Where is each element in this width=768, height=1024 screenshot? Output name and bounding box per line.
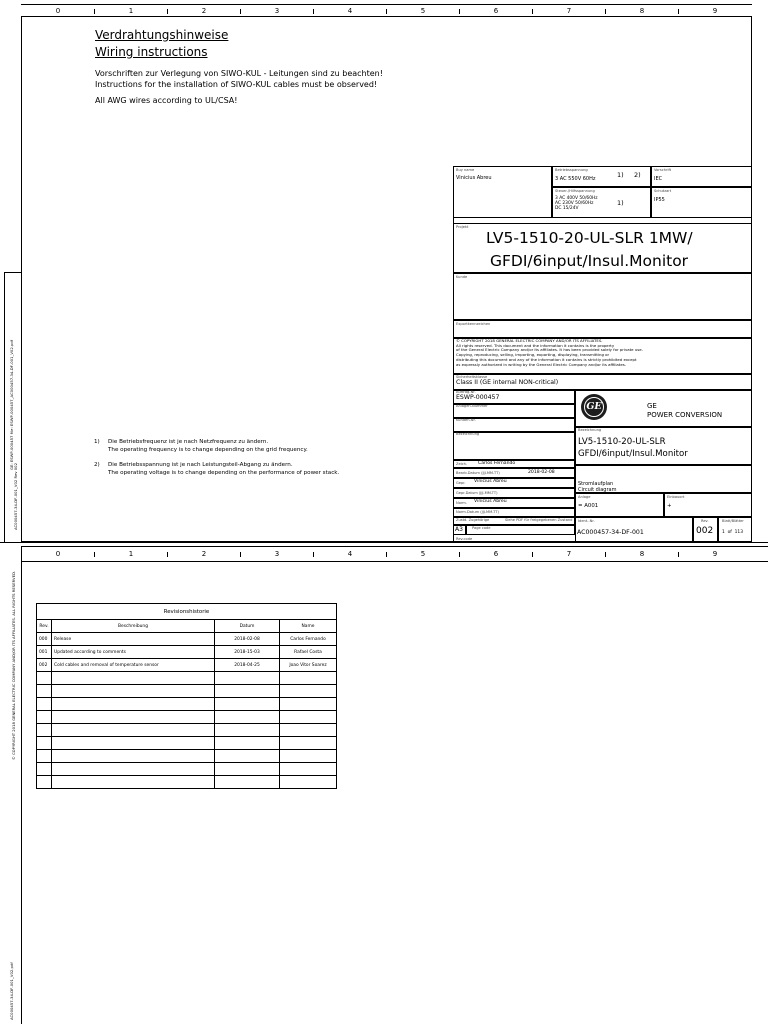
table-row [37, 659, 337, 672]
bez-line-1: LV5-1510-20-UL-SLR [578, 437, 666, 447]
table-cell [52, 750, 215, 763]
page2-left-border [21, 546, 22, 1024]
zust-value: Siehe PDF für freigegebenen Zustand [505, 518, 573, 522]
note-num: 2) [94, 462, 100, 468]
table-row [37, 776, 337, 789]
table-cell [215, 737, 280, 750]
table-cell: 2018-15-03 [215, 646, 280, 659]
bez-label: Bezeichnung [578, 428, 602, 432]
note-en: The operating frequency is to change depending on the grid frequency. [108, 447, 308, 453]
vorschrift-value: IEC [654, 176, 663, 182]
table-cell: 000 [37, 633, 52, 646]
projekt-label: Projekt [456, 225, 469, 229]
table-cell: 001 [37, 646, 52, 659]
table-cell [215, 711, 280, 724]
blatt-label: Blatt/Blätter [722, 519, 744, 523]
kunden-label: Kunden-Nr. [456, 418, 476, 422]
revision-header-row [37, 620, 337, 633]
ident-value: AC000457-34-DF-001 [577, 529, 644, 536]
rev-code-label: Rev.code [456, 537, 473, 541]
steuer-label: Steuer-/Hilfsspannung [555, 189, 595, 193]
schutz-value: IP55 [654, 197, 665, 203]
table-cell [52, 672, 215, 685]
col-header: Rev. [37, 620, 52, 633]
einbauort-label: Einbauort [667, 495, 685, 499]
auftrag-value: ESWP-000457 [456, 394, 500, 401]
col-num: 9 [712, 550, 718, 558]
draw-label: Zeich. [456, 462, 468, 466]
table-row [37, 698, 337, 711]
col-num: 0 [55, 7, 61, 15]
table-cell [215, 763, 280, 776]
table-cell [52, 763, 215, 776]
draw-name: Carlos Fernando [478, 461, 516, 466]
col-num: 4 [347, 7, 353, 15]
stromlauf-de: Stromlaufplan [578, 481, 614, 487]
col-num: 3 [274, 550, 280, 558]
col-num: 6 [493, 7, 499, 15]
klass-value: Class II (GE internal NON-critical) [456, 379, 559, 386]
col-header: Beschreibung [52, 620, 215, 633]
table-cell [215, 672, 280, 685]
project-line-2: GFDI/6input/Insul.Monitor [490, 252, 689, 270]
side-text-top: GE: ESWP-000457 file: ESWP-000457_AC000457-34-DF-001_V02.pdf [9, 339, 14, 470]
col-num: 5 [420, 7, 426, 15]
norm-name: Vinicius Abreu [474, 499, 507, 504]
table-row [37, 672, 337, 685]
betrieb-label: Betriebsspannung [555, 168, 588, 172]
col-num: 8 [639, 7, 645, 15]
steuer-value: 3 AC 400V 50/60Hz AC 230V 50/60Hz DC 15/24V [555, 196, 598, 211]
anlage-label: Anlage [578, 495, 591, 499]
table-cell [52, 711, 215, 724]
wiring-line-3: All AWG wires according to UL/CSA! [95, 96, 238, 105]
table-cell [37, 776, 52, 789]
copyright-text: © COPYRIGHT 2018 GENERAL ELECTRIC COMPANY AND/OR ITS AFFILIATES. All rights reserved. This document and the information it contains is the property of the General Electric Company and/or its affiliates. It has been provided solely for private use. Copying, reproducing, selling, importing, exporting, displaying, transmitting or distributing this document and any of the information it contains is strictly prohibited except as expressly authorized in writing by the General Electric Company and/or its affiliates. [456, 338, 643, 367]
bearb-label: Bearb.Datum (JJJ-MM-TT) [456, 471, 500, 475]
table-cell [37, 724, 52, 737]
table-cell [215, 724, 280, 737]
rev-value: 002 [696, 526, 714, 536]
norm-label: Norm. [456, 501, 467, 505]
sheet-size: A3 [455, 526, 463, 533]
wiring-heading-de: Verdrahtungshinweise [95, 28, 229, 42]
export-label: Exportkennzeichen [456, 322, 491, 326]
revision-history [36, 603, 337, 789]
note-de: Die Betriebsfrequenz ist je nach Netzfrequenz zu ändern. [108, 439, 269, 445]
stromlauf-en: Circuit diagram [578, 487, 617, 493]
side-text-mid: AC000457-34-DF-001_V02 Rev 002 [13, 462, 18, 530]
table-cell: Cold cables and removal of temperature sensor [52, 659, 215, 672]
project-line-1: LV5-1510-20-UL-SLR 1MW/ [486, 229, 693, 247]
col-num: 3 [274, 7, 280, 15]
wiring-line-1: Vorschriften zur Verlegung von SIWO-KUL - Leitungen sind zu beachten! [95, 69, 383, 78]
wiring-heading-en: Wiring instructions [95, 45, 208, 59]
revision-title: Revisionshistorie [37, 604, 337, 620]
bez-line-2: GFDI/6input/Insul.Monitor [578, 449, 688, 459]
table-cell [280, 724, 337, 737]
table-cell [280, 750, 337, 763]
gepr-name: Vinicius Abreu [474, 479, 507, 484]
gepr-datum-label: Gepr.Datum (JJJ-MM-TT) [456, 491, 498, 495]
col-num: 1 [128, 7, 134, 15]
table-cell [37, 763, 52, 776]
revision-body [37, 633, 337, 789]
buy-value: Vinicius Abreu [456, 175, 492, 181]
gepr-label: Gepr. [456, 481, 466, 485]
wiring-line-2: Instructions for the installation of SIWO-KUL cables must be observed! [95, 80, 378, 89]
note-2 [94, 461, 339, 477]
table-cell [37, 698, 52, 711]
zust-label: Zustd. Zugehörige [456, 518, 490, 522]
table-cell [280, 711, 337, 724]
note-de: Die Betriebsspannung ist je nach Leistungsteil-Abgang zu ändern. [108, 462, 293, 468]
klass-label: Sicherheitsklasse [456, 375, 488, 379]
buy-label: Buy name [456, 168, 475, 172]
side-text-bottom2: AC000457-34-DF-001_V02.pdf [9, 962, 14, 1020]
table-cell: Updated according to comments [52, 646, 215, 659]
table-cell [280, 737, 337, 750]
col-num: 6 [493, 550, 499, 558]
table-cell [37, 685, 52, 698]
anlage-value: = A001 [578, 503, 599, 509]
col-num: 2 [201, 550, 207, 558]
steuer-mark: 1) [617, 199, 624, 207]
table-row [37, 763, 337, 776]
table-cell [37, 737, 52, 750]
table-cell [215, 776, 280, 789]
table-cell [280, 672, 337, 685]
col-num: 2 [201, 7, 207, 15]
table-cell: Release [52, 633, 215, 646]
table-row [37, 711, 337, 724]
table-cell [37, 750, 52, 763]
table-cell [37, 672, 52, 685]
anlagen-label: Anlagen-Nummer [456, 404, 488, 408]
col-num: 0 [55, 550, 61, 558]
vorschrift-label: Vorschrift [654, 168, 672, 172]
kunde-label: Kunde [456, 275, 468, 279]
revision-table [36, 603, 337, 789]
table-row [37, 750, 337, 763]
table-cell: 2018-04-25 [215, 659, 280, 672]
table-cell [215, 750, 280, 763]
bez-label-left: Bezeichnung [456, 432, 480, 436]
note-num: 1) [94, 439, 100, 445]
table-cell: 002 [37, 659, 52, 672]
col-num: 7 [566, 550, 572, 558]
table-cell: Rafael Costa [280, 646, 337, 659]
table-cell [215, 685, 280, 698]
col-header: Name [280, 620, 337, 633]
page-code-label: Page code [472, 526, 491, 530]
table-cell [52, 724, 215, 737]
col-num: 7 [566, 7, 572, 15]
company-name: GE [647, 402, 657, 410]
table-cell [280, 685, 337, 698]
note-1 [94, 438, 308, 454]
betrieb-marks: 1) 2) [617, 171, 641, 179]
col-num: 4 [347, 550, 353, 558]
auftrag-label: Auftrag-Nr. [456, 390, 476, 394]
table-cell [37, 711, 52, 724]
table-row [37, 737, 337, 750]
table-cell [215, 698, 280, 711]
table-cell [280, 763, 337, 776]
table-row [37, 646, 337, 659]
einbauort-value: + [667, 503, 672, 509]
col-num: 5 [420, 550, 426, 558]
table-cell: 2018-02-08 [215, 633, 280, 646]
note-en: The operating voltage is to change depending on the performance of power stack. [108, 470, 340, 476]
table-cell [52, 685, 215, 698]
col-num: 8 [639, 550, 645, 558]
schutz-label: Schutzart [654, 189, 672, 193]
table-row [37, 724, 337, 737]
blatt-value: 1 of 113 [722, 530, 743, 535]
betrieb-value: 3 AC 550V 60Hz [555, 176, 596, 182]
ge-logo-letters: GE [586, 401, 602, 412]
bearb-date: 2018-02-08 [528, 470, 555, 475]
table-cell [280, 698, 337, 711]
ident-label: Ident.-Nr. [578, 519, 595, 523]
table-cell [280, 776, 337, 789]
norm-datum-label: Norm.Datum (JJJ-MM-TT) [456, 510, 499, 514]
table-row [37, 685, 337, 698]
table-cell [52, 776, 215, 789]
col-header: Datum [215, 620, 280, 633]
table-row [37, 633, 337, 646]
company-division: POWER CONVERSION [647, 411, 723, 419]
table-cell: Carlos Fernando [280, 633, 337, 646]
col-num: 1 [128, 550, 134, 558]
col-num: 9 [712, 7, 718, 15]
side-text-bottom: © COPYRIGHT 2018 GENERAL ELECTRIC COMPANY AND/OR ITS AFFILIATES. ALL RIGHTS RESERVED. [11, 570, 16, 760]
rev-label: Rev. [701, 519, 709, 523]
table-cell [52, 698, 215, 711]
table-cell [52, 737, 215, 750]
page2-top-border [0, 542, 768, 543]
table-cell: Joao Vitor Soarez [280, 659, 337, 672]
